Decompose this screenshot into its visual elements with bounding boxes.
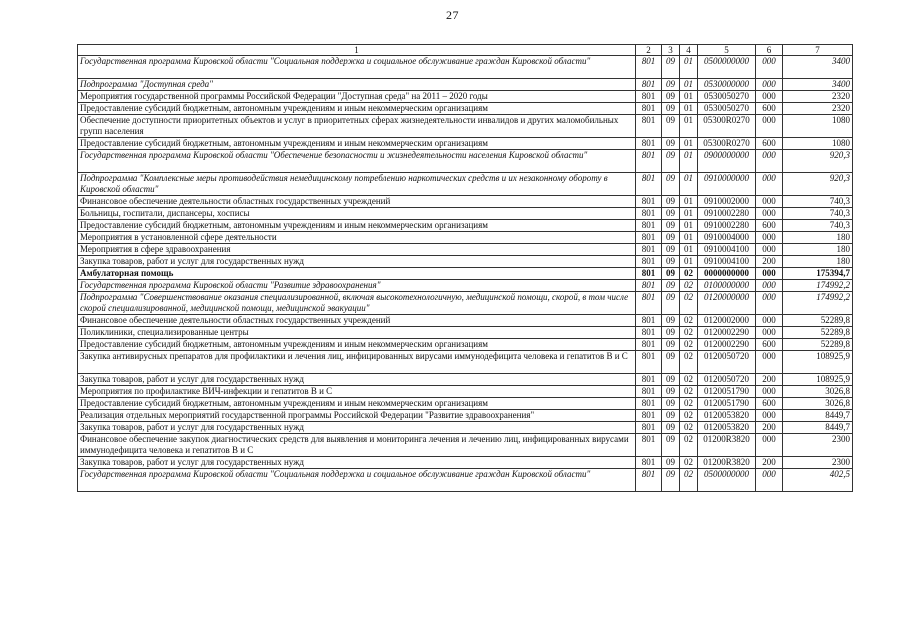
amount-cell: 402,5 bbox=[783, 469, 853, 492]
code-subsection-cell: 01 bbox=[680, 232, 698, 244]
code-ministry-cell: 801 bbox=[636, 315, 662, 327]
code-section-cell: 09 bbox=[662, 374, 680, 386]
item-name-cell: Предоставление субсидий бюджетным, автономным учреждениям и иным некоммерческим организациям bbox=[78, 220, 636, 232]
code-expense-type-cell: 200 bbox=[756, 374, 783, 386]
table-row bbox=[78, 351, 853, 374]
amount-cell: 8449,7 bbox=[783, 410, 853, 422]
code-target-article-cell: 0120053820 bbox=[698, 410, 756, 422]
code-ministry-cell: 801 bbox=[636, 268, 662, 280]
code-section-cell: 09 bbox=[662, 434, 680, 457]
item-name-cell: Реализация отдельных мероприятий государственной программы Российской Федерации "Развитие здравоохранения" bbox=[78, 410, 636, 422]
code-expense-type-cell: 000 bbox=[756, 410, 783, 422]
code-section-cell: 09 bbox=[662, 150, 680, 173]
code-expense-type-cell: 000 bbox=[756, 268, 783, 280]
code-section-cell: 09 bbox=[662, 79, 680, 91]
item-name-cell: Предоставление субсидий бюджетным, автономным учреждениям и иным некоммерческим организациям bbox=[78, 398, 636, 410]
code-subsection-cell: 02 bbox=[680, 292, 698, 315]
item-name-cell: Финансовое обеспечение закупок диагностических средств для выявления и мониторинга лечения и лечению лиц, инфицированных вирусами иммунодефицита человека и гепатитов В и С bbox=[78, 434, 636, 457]
code-ministry-cell: 801 bbox=[636, 422, 662, 434]
code-subsection-cell: 02 bbox=[680, 374, 698, 386]
table-row bbox=[78, 56, 853, 79]
amount-cell: 920,3 bbox=[783, 173, 853, 196]
code-subsection-cell: 01 bbox=[680, 244, 698, 256]
item-name-cell: Больницы, госпитали, диспансеры, хосписы bbox=[78, 208, 636, 220]
code-target-article-cell: 01200R3820 bbox=[698, 434, 756, 457]
code-ministry-cell: 801 bbox=[636, 256, 662, 268]
budget-table bbox=[77, 44, 853, 492]
code-subsection-cell: 01 bbox=[680, 103, 698, 115]
code-subsection-cell: 01 bbox=[680, 220, 698, 232]
code-expense-type-cell: 000 bbox=[756, 386, 783, 398]
code-expense-type-cell: 000 bbox=[756, 150, 783, 173]
code-target-article-cell: 05300R0270 bbox=[698, 138, 756, 150]
code-section-cell: 09 bbox=[662, 315, 680, 327]
code-ministry-cell: 801 bbox=[636, 374, 662, 386]
code-section-cell: 09 bbox=[662, 173, 680, 196]
code-section-cell: 09 bbox=[662, 327, 680, 339]
code-ministry-cell: 801 bbox=[636, 280, 662, 292]
amount-cell: 174992,2 bbox=[783, 280, 853, 292]
code-target-article-cell: 0500000000 bbox=[698, 469, 756, 492]
code-expense-type-cell: 000 bbox=[756, 351, 783, 374]
code-ministry-cell: 801 bbox=[636, 56, 662, 79]
table-row bbox=[78, 292, 853, 315]
amount-cell: 2300 bbox=[783, 434, 853, 457]
item-name-cell: Обеспечение доступности приоритетных объектов и услуг в приоритетных сферах жизнедеятельности инвалидов и других маломобильных групп населения bbox=[78, 115, 636, 138]
item-name-cell: Мероприятия по профилактике ВИЧ-инфекции и гепатитов В и С bbox=[78, 386, 636, 398]
code-target-article-cell: 0530000000 bbox=[698, 79, 756, 91]
item-name-cell: Поликлиники, специализированные центры bbox=[78, 327, 636, 339]
code-expense-type-cell: 000 bbox=[756, 315, 783, 327]
code-section-cell: 09 bbox=[662, 469, 680, 492]
code-subsection-cell: 02 bbox=[680, 398, 698, 410]
code-section-cell: 09 bbox=[662, 196, 680, 208]
item-name-cell: Подпрограмма "Совершенствование оказания специализированной, включая высокотехнологичную, медицинской помощи, скорой, в том числе скорой специализированной, медицинской помощи, медицинской эвакуации" bbox=[78, 292, 636, 315]
code-target-article-cell: 0910002280 bbox=[698, 208, 756, 220]
code-expense-type-cell: 200 bbox=[756, 422, 783, 434]
code-target-article-cell: 0530050270 bbox=[698, 103, 756, 115]
code-target-article-cell: 0120050720 bbox=[698, 351, 756, 374]
table-row bbox=[78, 232, 853, 244]
code-expense-type-cell: 000 bbox=[756, 79, 783, 91]
table-row bbox=[78, 196, 853, 208]
code-ministry-cell: 801 bbox=[636, 434, 662, 457]
amount-cell: 52289,8 bbox=[783, 315, 853, 327]
code-ministry-cell: 801 bbox=[636, 150, 662, 173]
item-name-cell: Закупка товаров, работ и услуг для государственных нужд bbox=[78, 256, 636, 268]
item-name-cell: Амбулаторная помощь bbox=[78, 268, 636, 280]
amount-cell: 1080 bbox=[783, 138, 853, 150]
item-name-cell: Государственная программа Кировской области "Социальная поддержка и социальное обслуживание граждан Кировской области" bbox=[78, 469, 636, 492]
code-section-cell: 09 bbox=[662, 457, 680, 469]
item-name-cell: Государственная программа Кировской области "Развитие здравоохранения" bbox=[78, 280, 636, 292]
item-name-cell: Мероприятия государственной программы Российской Федерации "Доступная среда" на 2011 – 2020 годы bbox=[78, 91, 636, 103]
code-expense-type-cell: 000 bbox=[756, 173, 783, 196]
code-target-article-cell: 0530050270 bbox=[698, 91, 756, 103]
table-row bbox=[78, 457, 853, 469]
code-target-article-cell: 0120002290 bbox=[698, 327, 756, 339]
code-subsection-cell: 02 bbox=[680, 351, 698, 374]
code-section-cell: 09 bbox=[662, 256, 680, 268]
table-row bbox=[78, 315, 853, 327]
table-row bbox=[78, 244, 853, 256]
item-name-cell: Закупка антивирусных препаратов для профилактики и лечения лиц, инфицированных вирусами иммунодефицита человека и гепатитов В и С bbox=[78, 351, 636, 374]
code-subsection-cell: 02 bbox=[680, 327, 698, 339]
code-ministry-cell: 801 bbox=[636, 386, 662, 398]
code-expense-type-cell: 600 bbox=[756, 103, 783, 115]
table-row bbox=[78, 173, 853, 196]
code-expense-type-cell: 000 bbox=[756, 292, 783, 315]
code-expense-type-cell: 600 bbox=[756, 138, 783, 150]
table-row bbox=[78, 410, 853, 422]
col-header: 5 bbox=[698, 45, 756, 56]
code-subsection-cell: 01 bbox=[680, 208, 698, 220]
amount-cell: 3400 bbox=[783, 56, 853, 79]
amount-cell: 175394,7 bbox=[783, 268, 853, 280]
table-row bbox=[78, 434, 853, 457]
code-expense-type-cell: 000 bbox=[756, 434, 783, 457]
code-ministry-cell: 801 bbox=[636, 115, 662, 138]
code-target-article-cell: 0900000000 bbox=[698, 150, 756, 173]
code-subsection-cell: 02 bbox=[680, 410, 698, 422]
table-row bbox=[78, 422, 853, 434]
code-subsection-cell: 02 bbox=[680, 315, 698, 327]
code-section-cell: 09 bbox=[662, 138, 680, 150]
code-ministry-cell: 801 bbox=[636, 220, 662, 232]
table-row bbox=[78, 339, 853, 351]
table-row bbox=[78, 138, 853, 150]
col-header: 1 bbox=[78, 45, 636, 56]
code-target-article-cell: 0910002000 bbox=[698, 196, 756, 208]
amount-cell: 52289,8 bbox=[783, 339, 853, 351]
item-name-cell: Финансовое обеспечение деятельности областных государственных учреждений bbox=[78, 196, 636, 208]
code-ministry-cell: 801 bbox=[636, 91, 662, 103]
table-row bbox=[78, 469, 853, 492]
code-expense-type-cell: 000 bbox=[756, 196, 783, 208]
code-section-cell: 09 bbox=[662, 115, 680, 138]
amount-cell: 740,3 bbox=[783, 196, 853, 208]
code-target-article-cell: 0120053820 bbox=[698, 422, 756, 434]
code-expense-type-cell: 000 bbox=[756, 56, 783, 79]
code-section-cell: 09 bbox=[662, 56, 680, 79]
code-target-article-cell: 0910004100 bbox=[698, 244, 756, 256]
table-row bbox=[78, 150, 853, 173]
code-expense-type-cell: 600 bbox=[756, 339, 783, 351]
item-name-cell: Государственная программа Кировской области "Социальная поддержка и социальное обслуживание граждан Кировской области" bbox=[78, 56, 636, 79]
code-expense-type-cell: 600 bbox=[756, 398, 783, 410]
code-ministry-cell: 801 bbox=[636, 196, 662, 208]
code-ministry-cell: 801 bbox=[636, 339, 662, 351]
code-ministry-cell: 801 bbox=[636, 410, 662, 422]
code-target-article-cell: 01200R3820 bbox=[698, 457, 756, 469]
item-name-cell: Закупка товаров, работ и услуг для государственных нужд bbox=[78, 422, 636, 434]
table-row bbox=[78, 208, 853, 220]
code-target-article-cell: 0910004100 bbox=[698, 256, 756, 268]
item-name-cell: Мероприятия в сфере здравоохранения bbox=[78, 244, 636, 256]
code-ministry-cell: 801 bbox=[636, 327, 662, 339]
code-ministry-cell: 801 bbox=[636, 244, 662, 256]
code-ministry-cell: 801 bbox=[636, 292, 662, 315]
code-subsection-cell: 01 bbox=[680, 150, 698, 173]
code-section-cell: 09 bbox=[662, 91, 680, 103]
amount-cell: 2320 bbox=[783, 91, 853, 103]
amount-cell: 2320 bbox=[783, 103, 853, 115]
code-ministry-cell: 801 bbox=[636, 457, 662, 469]
code-ministry-cell: 801 bbox=[636, 398, 662, 410]
code-section-cell: 09 bbox=[662, 244, 680, 256]
item-name-cell: Предоставление субсидий бюджетным, автономным учреждениям и иным некоммерческим организациям bbox=[78, 103, 636, 115]
code-subsection-cell: 01 bbox=[680, 91, 698, 103]
item-name-cell: Предоставление субсидий бюджетным, автономным учреждениям и иным некоммерческим организациям bbox=[78, 138, 636, 150]
amount-cell: 180 bbox=[783, 232, 853, 244]
code-target-article-cell: 0120050720 bbox=[698, 374, 756, 386]
item-name-cell: Мероприятия в установленной сфере деятельности bbox=[78, 232, 636, 244]
code-ministry-cell: 801 bbox=[636, 103, 662, 115]
code-target-article-cell: 0100000000 bbox=[698, 280, 756, 292]
amount-cell: 740,3 bbox=[783, 208, 853, 220]
code-subsection-cell: 02 bbox=[680, 422, 698, 434]
code-subsection-cell: 01 bbox=[680, 56, 698, 79]
amount-cell: 108925,9 bbox=[783, 351, 853, 374]
code-target-article-cell: 0120051790 bbox=[698, 398, 756, 410]
code-ministry-cell: 801 bbox=[636, 232, 662, 244]
code-subsection-cell: 01 bbox=[680, 115, 698, 138]
item-name-cell: Финансовое обеспечение деятельности областных государственных учреждений bbox=[78, 315, 636, 327]
table-row bbox=[78, 115, 853, 138]
code-ministry-cell: 801 bbox=[636, 79, 662, 91]
table-row bbox=[78, 386, 853, 398]
table-row bbox=[78, 91, 853, 103]
code-section-cell: 09 bbox=[662, 280, 680, 292]
table-row bbox=[78, 280, 853, 292]
amount-cell: 740,3 bbox=[783, 220, 853, 232]
amount-cell: 108925,9 bbox=[783, 374, 853, 386]
code-section-cell: 09 bbox=[662, 339, 680, 351]
code-subsection-cell: 02 bbox=[680, 386, 698, 398]
code-section-cell: 09 bbox=[662, 398, 680, 410]
code-expense-type-cell: 000 bbox=[756, 208, 783, 220]
col-header: 4 bbox=[680, 45, 698, 56]
code-target-article-cell: 0000000000 bbox=[698, 268, 756, 280]
code-target-article-cell: 0120051790 bbox=[698, 386, 756, 398]
amount-cell: 52289,8 bbox=[783, 327, 853, 339]
code-subsection-cell: 02 bbox=[680, 268, 698, 280]
code-expense-type-cell: 000 bbox=[756, 115, 783, 138]
col-header: 6 bbox=[756, 45, 783, 56]
col-header: 3 bbox=[662, 45, 680, 56]
amount-cell: 174992,2 bbox=[783, 292, 853, 315]
code-target-article-cell: 0910000000 bbox=[698, 173, 756, 196]
code-expense-type-cell: 000 bbox=[756, 244, 783, 256]
code-target-article-cell: 0120000000 bbox=[698, 292, 756, 315]
code-subsection-cell: 01 bbox=[680, 138, 698, 150]
table-row bbox=[78, 398, 853, 410]
item-name-cell: Подпрограмма "Доступная среда" bbox=[78, 79, 636, 91]
code-subsection-cell: 01 bbox=[680, 173, 698, 196]
code-subsection-cell: 01 bbox=[680, 196, 698, 208]
code-expense-type-cell: 600 bbox=[756, 220, 783, 232]
code-subsection-cell: 02 bbox=[680, 434, 698, 457]
item-name-cell: Подпрограмма "Комплексные меры противодействия немедицинскому потреблению наркотических средств и их незаконному обороту в Кировской области" bbox=[78, 173, 636, 196]
code-subsection-cell: 02 bbox=[680, 457, 698, 469]
code-section-cell: 09 bbox=[662, 351, 680, 374]
code-section-cell: 09 bbox=[662, 422, 680, 434]
code-target-article-cell: 05300R0270 bbox=[698, 115, 756, 138]
code-subsection-cell: 01 bbox=[680, 79, 698, 91]
table-row bbox=[78, 374, 853, 386]
item-name-cell: Государственная программа Кировской области "Обеспечение безопасности и жизнедеятельности населения Кировской области" bbox=[78, 150, 636, 173]
code-ministry-cell: 801 bbox=[636, 173, 662, 196]
table-row bbox=[78, 79, 853, 91]
table-row bbox=[78, 268, 853, 280]
code-ministry-cell: 801 bbox=[636, 138, 662, 150]
code-target-article-cell: 0500000000 bbox=[698, 56, 756, 79]
code-section-cell: 09 bbox=[662, 103, 680, 115]
code-section-cell: 09 bbox=[662, 410, 680, 422]
code-section-cell: 09 bbox=[662, 292, 680, 315]
code-section-cell: 09 bbox=[662, 386, 680, 398]
code-expense-type-cell: 200 bbox=[756, 457, 783, 469]
amount-cell: 180 bbox=[783, 256, 853, 268]
code-section-cell: 09 bbox=[662, 268, 680, 280]
code-target-article-cell: 0910002280 bbox=[698, 220, 756, 232]
code-section-cell: 09 bbox=[662, 220, 680, 232]
header-row bbox=[78, 45, 853, 56]
amount-cell: 920,3 bbox=[783, 150, 853, 173]
code-expense-type-cell: 000 bbox=[756, 91, 783, 103]
table-row bbox=[78, 256, 853, 268]
code-expense-type-cell: 000 bbox=[756, 280, 783, 292]
code-expense-type-cell: 000 bbox=[756, 469, 783, 492]
amount-cell: 180 bbox=[783, 244, 853, 256]
item-name-cell: Предоставление субсидий бюджетным, автономным учреждениям и иным некоммерческим организациям bbox=[78, 339, 636, 351]
code-expense-type-cell: 000 bbox=[756, 327, 783, 339]
table-row bbox=[78, 220, 853, 232]
code-section-cell: 09 bbox=[662, 232, 680, 244]
amount-cell: 3026,8 bbox=[783, 386, 853, 398]
amount-cell: 3400 bbox=[783, 79, 853, 91]
code-target-article-cell: 0910004000 bbox=[698, 232, 756, 244]
code-target-article-cell: 0120002000 bbox=[698, 315, 756, 327]
table-row bbox=[78, 103, 853, 115]
code-ministry-cell: 801 bbox=[636, 469, 662, 492]
code-target-article-cell: 0120002290 bbox=[698, 339, 756, 351]
code-ministry-cell: 801 bbox=[636, 208, 662, 220]
code-subsection-cell: 02 bbox=[680, 339, 698, 351]
page-number: 27 bbox=[446, 8, 459, 22]
code-subsection-cell: 01 bbox=[680, 256, 698, 268]
col-header: 2 bbox=[636, 45, 662, 56]
table-row bbox=[78, 327, 853, 339]
code-section-cell: 09 bbox=[662, 208, 680, 220]
amount-cell: 8449,7 bbox=[783, 422, 853, 434]
code-subsection-cell: 02 bbox=[680, 469, 698, 492]
amount-cell: 2300 bbox=[783, 457, 853, 469]
item-name-cell: Закупка товаров, работ и услуг для государственных нужд bbox=[78, 457, 636, 469]
amount-cell: 1080 bbox=[783, 115, 853, 138]
code-subsection-cell: 02 bbox=[680, 280, 698, 292]
amount-cell: 3026,8 bbox=[783, 398, 853, 410]
item-name-cell: Закупка товаров, работ и услуг для государственных нужд bbox=[78, 374, 636, 386]
col-header: 7 bbox=[783, 45, 853, 56]
code-expense-type-cell: 000 bbox=[756, 232, 783, 244]
code-ministry-cell: 801 bbox=[636, 351, 662, 374]
code-expense-type-cell: 200 bbox=[756, 256, 783, 268]
